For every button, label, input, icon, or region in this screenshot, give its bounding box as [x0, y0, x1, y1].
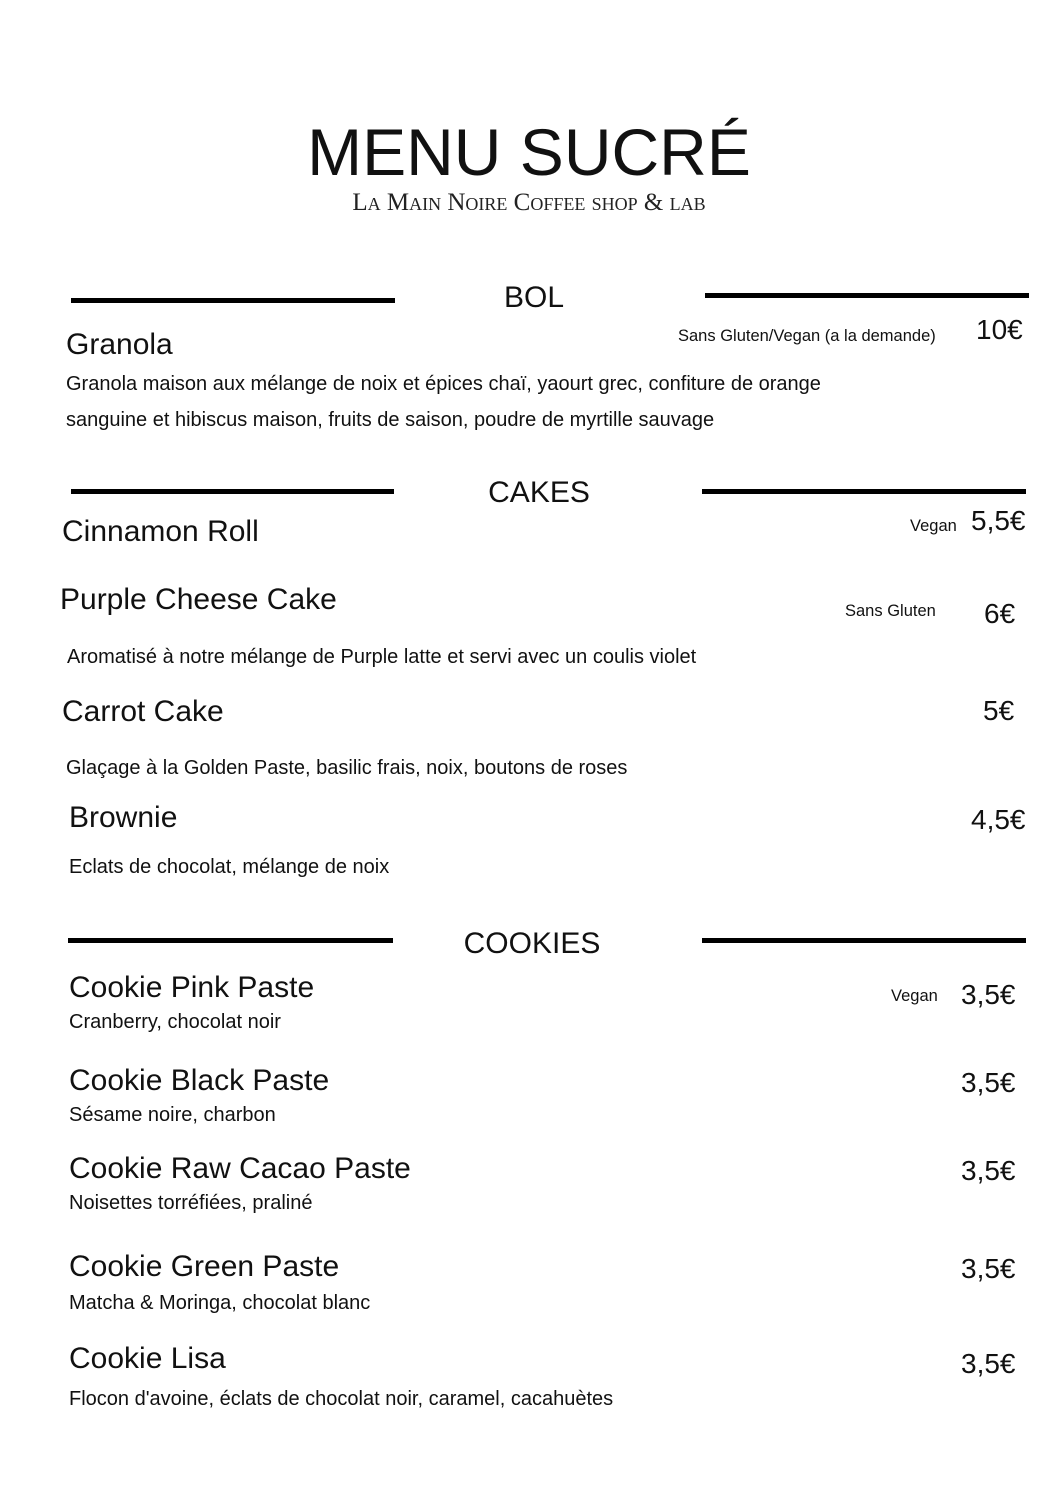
item-desc-cookie-pink-paste: Cranberry, chocolat noir [69, 1011, 281, 1033]
item-desc-granola-line2: sanguine et hibiscus maison, fruits de saison, poudre de myrtille sauvage [66, 409, 715, 431]
item-desc-cookie-lisa: Flocon d'avoine, éclats de chocolat noir, caramel, cacahuètes [69, 1388, 614, 1410]
section-title-bol: BOL [503, 281, 565, 314]
section-divider-right [702, 489, 1026, 494]
item-tag-cookie-pink-paste: Vegan [891, 987, 938, 1005]
item-name-brownie: Brownie [69, 801, 178, 834]
item-tag-purple-cheese-cake: Sans Gluten [845, 602, 936, 620]
item-tag-cinnamon-roll: Vegan [910, 517, 957, 535]
item-price-brownie: 4,5€ [971, 804, 1026, 835]
section-divider-left [68, 938, 393, 943]
item-desc-brownie: Eclats de chocolat, mélange de noix [69, 856, 390, 878]
item-price-cookie-green-paste: 3,5€ [961, 1253, 1016, 1284]
item-desc-purple-cheese-cake: Aromatisé à notre mélange de Purple latte et servi avec un coulis violet [67, 646, 697, 668]
item-desc-cookie-raw-cacao-paste: Noisettes torréfiées, praliné [69, 1192, 313, 1214]
item-name-granola: Granola [66, 328, 173, 361]
section-divider-right [705, 293, 1029, 298]
item-name-carrot-cake: Carrot Cake [62, 695, 224, 728]
item-name-cookie-pink-paste: Cookie Pink Paste [69, 971, 315, 1004]
item-desc-cookie-black-paste: Sésame noire, charbon [69, 1104, 276, 1126]
item-desc-carrot-cake: Glaçage à la Golden Paste, basilic frais, noix, boutons de roses [66, 757, 628, 779]
section-title-cakes: CAKES [488, 476, 590, 509]
item-price-cinnamon-roll: 5,5€ [971, 505, 1026, 536]
page-subtitle: La Main Noire Coffee shop & lab [352, 189, 706, 216]
section-divider-left [71, 489, 394, 494]
item-name-cookie-green-paste: Cookie Green Paste [69, 1250, 340, 1283]
page-title: MENU SUCRÉ [307, 115, 751, 189]
item-name-purple-cheese-cake: Purple Cheese Cake [60, 583, 337, 616]
section-divider-right [702, 938, 1026, 943]
item-name-cookie-black-paste: Cookie Black Paste [69, 1064, 330, 1097]
section-title-cookies: COOKIES [463, 927, 601, 960]
item-price-cookie-black-paste: 3,5€ [961, 1067, 1016, 1098]
item-name-cookie-lisa: Cookie Lisa [69, 1342, 226, 1375]
item-price-purple-cheese-cake: 6€ [984, 598, 1016, 629]
item-price-cookie-lisa: 3,5€ [961, 1348, 1016, 1379]
section-divider-left [71, 298, 395, 303]
item-desc-granola-line1: Granola maison aux mélange de noix et épices chaï, yaourt grec, confiture de orange [66, 373, 821, 395]
item-name-cinnamon-roll: Cinnamon Roll [62, 515, 259, 548]
item-desc-cookie-green-paste: Matcha & Moringa, chocolat blanc [69, 1292, 371, 1314]
item-name-cookie-raw-cacao-paste: Cookie Raw Cacao Paste [69, 1152, 411, 1185]
item-price-carrot-cake: 5€ [983, 695, 1015, 726]
item-price-cookie-raw-cacao-paste: 3,5€ [961, 1155, 1016, 1186]
item-price-granola: 10€ [976, 314, 1023, 345]
item-tag-granola: Sans Gluten/Vegan (a la demande) [678, 327, 936, 345]
item-price-cookie-pink-paste: 3,5€ [961, 979, 1016, 1010]
